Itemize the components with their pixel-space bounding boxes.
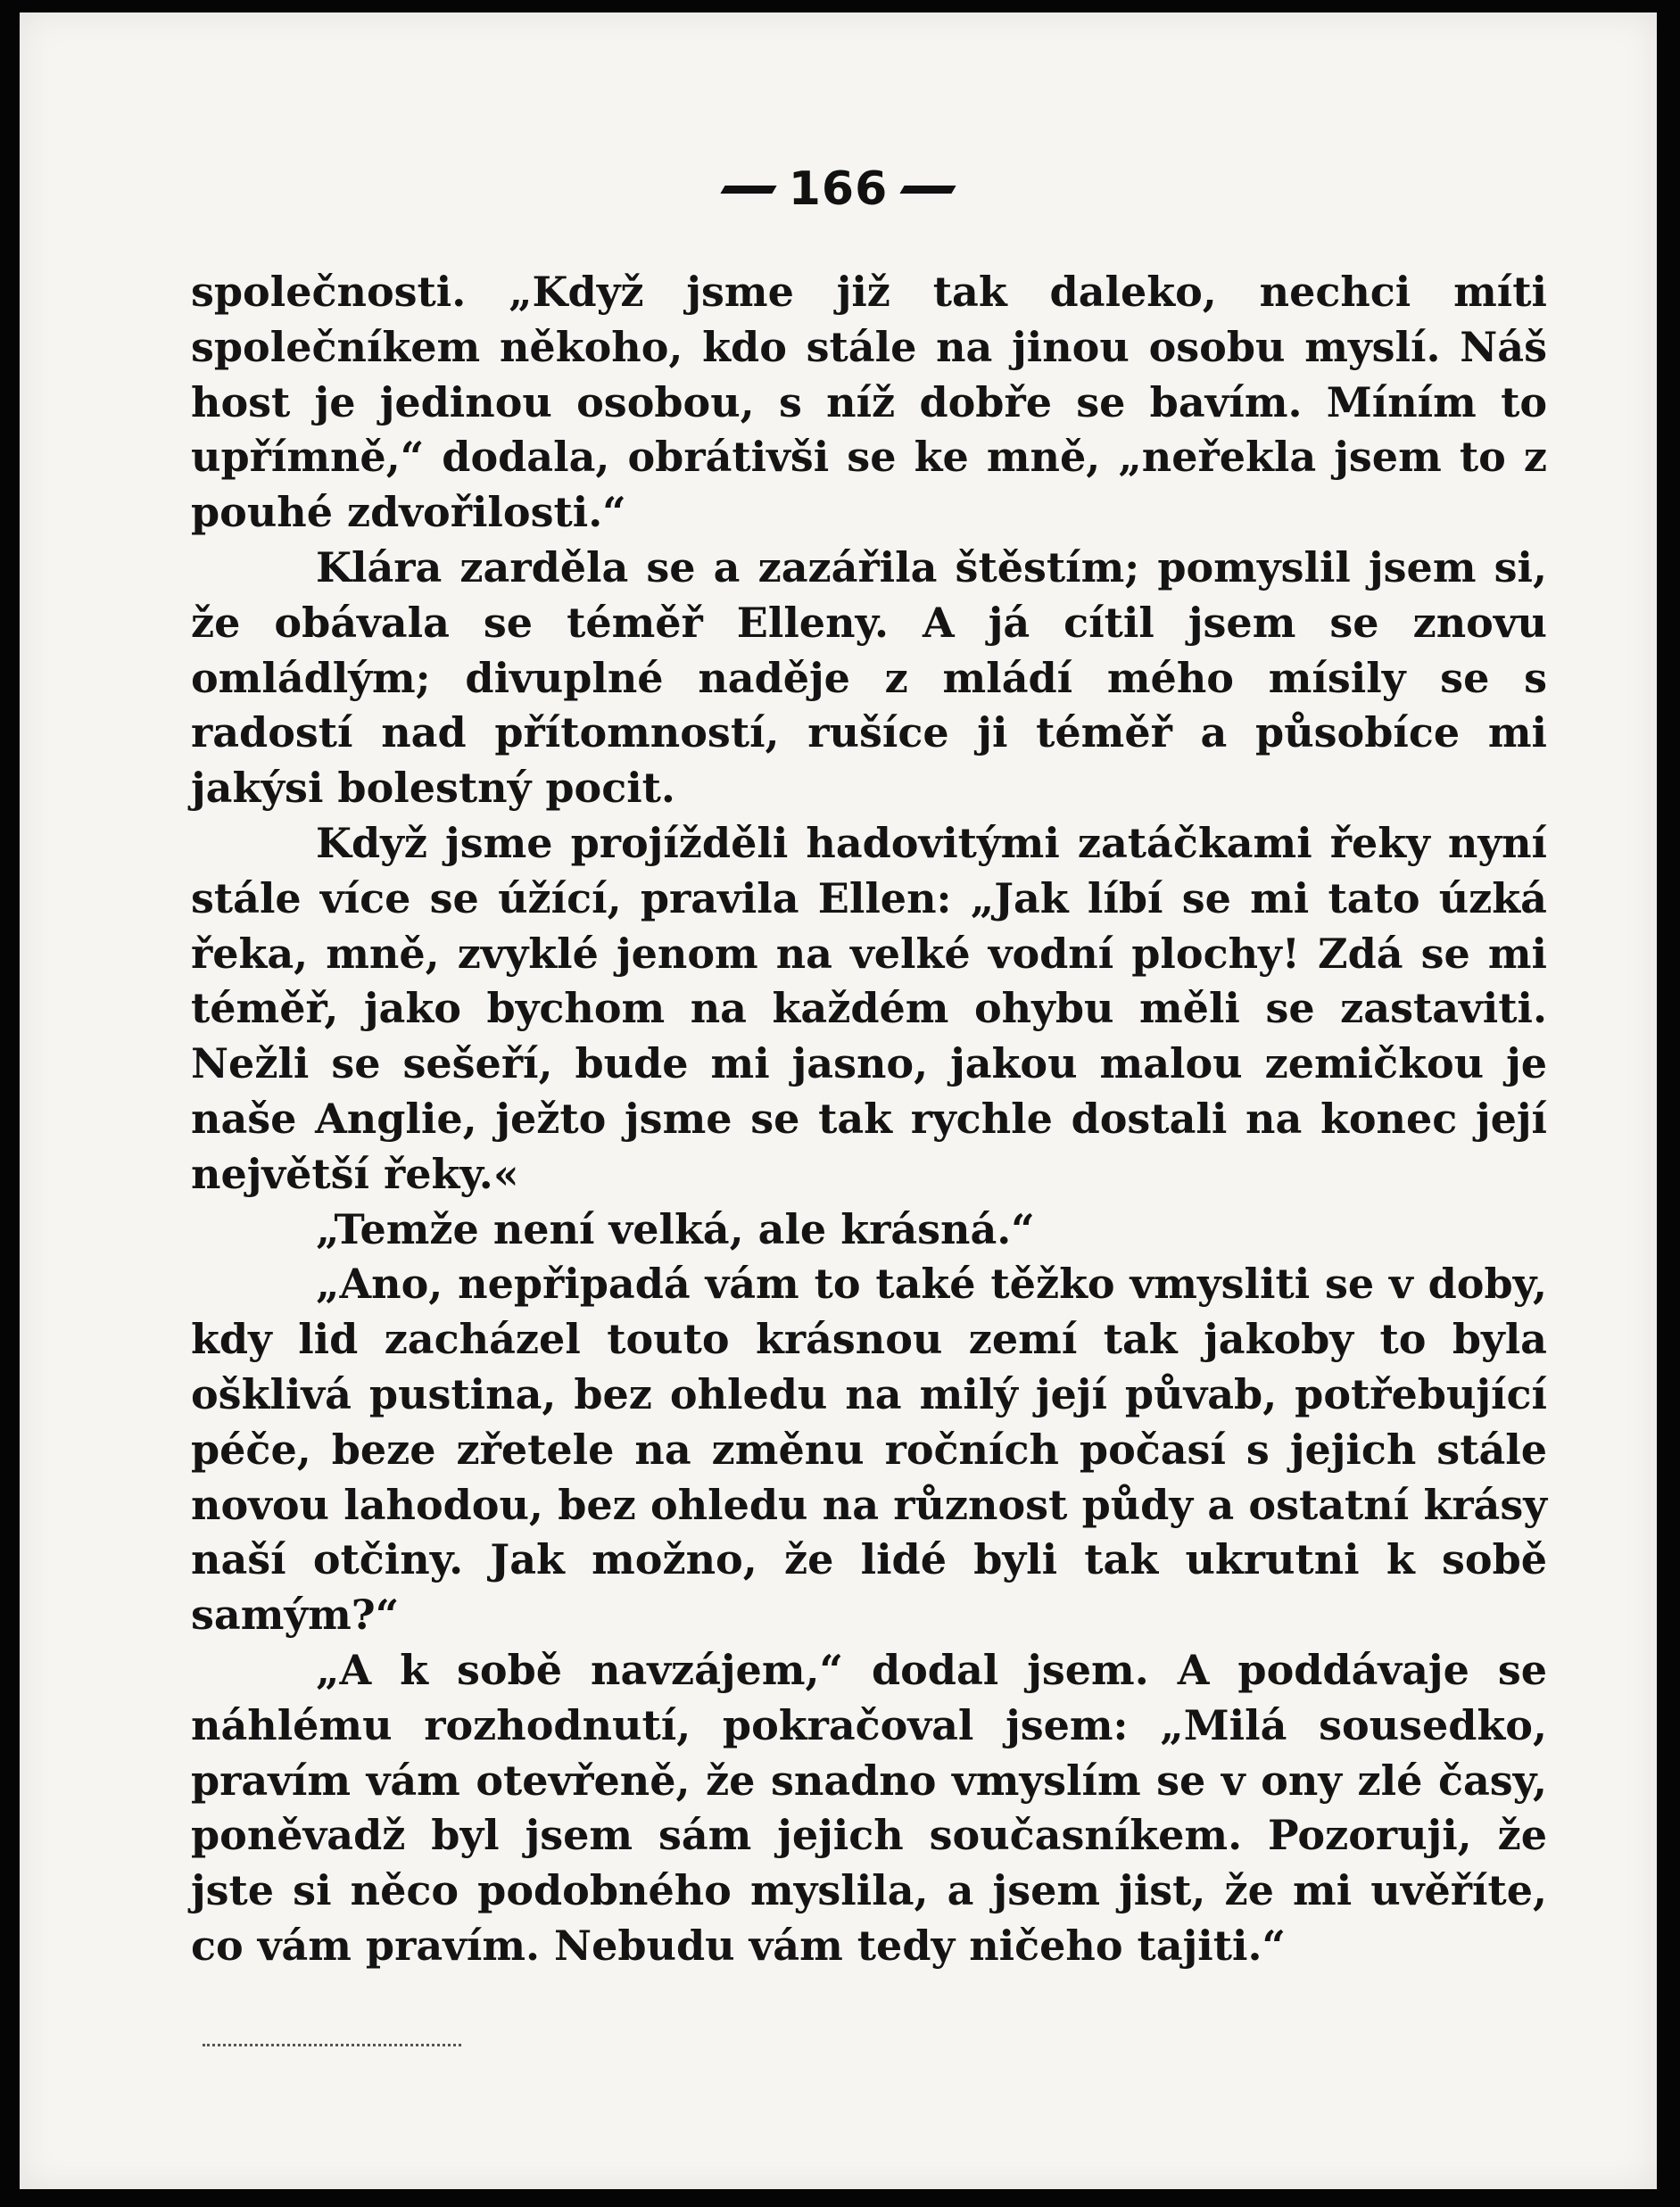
- paragraph-3: Když jsme projížděli hadovitými zatáčkami řeky nyní stále více se úžící, pravila Ellen: „Jak líbí se mi tato úzká řeka, mně, zvyklé jenom na velké vodní plochy! Zdá se mi téměř, jako bychom na každém ohybu měli se zastaviti. Nežli se sešeří, bude mi jasno, jakou malou zemičkou je naše Anglie, ježto jsme se tak rychle dostali na konec její největší řeky.«: [191, 818, 1547, 1198]
- footer-rule: [203, 2044, 461, 2046]
- page-number-ornament-right: [900, 186, 956, 194]
- paragraph-5: „Ano, nepřipadá vám to také těžko vmysliti se v doby, kdy lid zacházel touto krásnou zemí tak jakoby to byla ošklivá pustina, bez ohledu na milý její půvab, potřebující péče, beze zřetele na změnu ročních počasí s jejich stále novou lahodou, bez ohledu na různost půdy a ostatní krásy naší otčiny. Jak možno, že lidé byli tak ukrutni k sobě samým?“: [191, 1260, 1547, 1640]
- body-text: [191, 265, 1547, 1974]
- paragraph-1: společnosti. „Když jsme již tak daleko, nechci míti společníkem někoho, kdo stále na jinou osobu myslí. Náš host je jedinou osobou, s níž dobře se bavím. Míním to upřímně,“ dodala, obrátivši se ke mně, „neřekla jsem to z pouhé zdvořilosti.“: [191, 268, 1547, 537]
- page-number-value: 166: [788, 162, 889, 216]
- page-number: [20, 162, 1657, 216]
- paragraph-6: „A k sobě navzájem,“ dodal jsem. A poddávaje se náhlému rozhodnutí, pokračoval jsem: „Milá sousedko, pravím vám otevřeně, že snadno vmyslím se v ony zlé časy, poněvadž byl jsem sám jejich současníkem. Pozoruji, že jste si něco podobného myslila, a jsem jist, že mi uvěříte, co vám pravím. Nebudu vám tedy ničeho tajiti.“: [191, 1645, 1547, 1970]
- book-page: [20, 12, 1657, 2189]
- paragraph-2: Klára zarděla se a zazářila štěstím; pomyslil jsem si, že obávala se téměř Elleny. A já cítil jsem se znovu omládlým; divuplné naděje z mládí mého mísily se s radostí nad přítomností, rušíce ji téměř a působíce mi jakýsi bolestný pocit.: [191, 542, 1547, 813]
- paragraph-4: „Temže není velká, ale krásná.“: [316, 1204, 1035, 1253]
- page-number-ornament-left: [720, 186, 776, 194]
